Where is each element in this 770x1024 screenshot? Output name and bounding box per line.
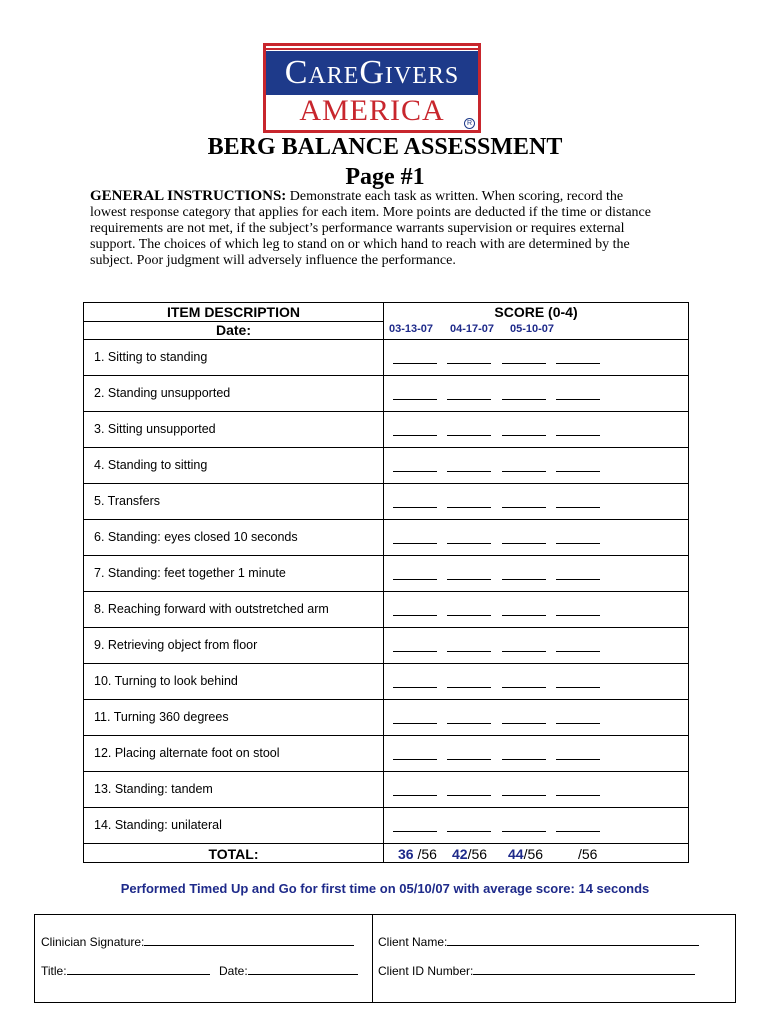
score-blank-4[interactable] bbox=[556, 579, 600, 581]
date-3: 05-10-07 bbox=[510, 323, 555, 335]
score-blank-3[interactable] bbox=[502, 543, 546, 545]
clinician-signature-line[interactable] bbox=[144, 933, 354, 946]
score-blank-3[interactable] bbox=[502, 615, 546, 617]
table-row bbox=[84, 520, 688, 556]
score-blank-1[interactable] bbox=[393, 615, 437, 617]
client-name-line[interactable] bbox=[447, 933, 699, 946]
score-blank-4[interactable] bbox=[556, 651, 600, 653]
item-label: 8. Reaching forward with outstretched arm bbox=[94, 602, 329, 616]
score-blank-3[interactable] bbox=[502, 759, 546, 761]
table-row bbox=[84, 664, 688, 700]
score-blank-1[interactable] bbox=[393, 831, 437, 833]
page-number: Page #1 bbox=[345, 164, 425, 190]
table-row bbox=[84, 628, 688, 664]
score-blank-3[interactable] bbox=[502, 579, 546, 581]
item-label: 11. Turning 360 degrees bbox=[94, 710, 229, 724]
instructions-text: Demonstrate each task as written. When scoring, record the lowest response category that applies for each item. More points are deducted if the time or distance requirements are not met, if the subject’s performance warrants supervision or requires external support. The choices of which leg to stand on or which hand to reach with are determined by the subject. Poor judgment will adversely influence the performance. bbox=[90, 189, 651, 268]
timed-up-and-go-note: Performed Timed Up and Go for first time on 05/10/07 with average score: 14 seconds bbox=[120, 881, 650, 896]
score-blank-4[interactable] bbox=[556, 471, 600, 473]
table-row bbox=[84, 772, 688, 808]
general-instructions bbox=[90, 188, 660, 269]
score-blank-2[interactable] bbox=[447, 471, 491, 473]
score-blank-1[interactable] bbox=[393, 687, 437, 689]
clinician-signature-label: Clinician Signature: bbox=[41, 935, 145, 949]
total-score-1: 36 /56 bbox=[398, 846, 437, 862]
score-blank-2[interactable] bbox=[447, 615, 491, 617]
date-header: Date: bbox=[215, 322, 251, 338]
score-blank-2[interactable] bbox=[447, 435, 491, 437]
table-row bbox=[84, 484, 688, 520]
score-blank-4[interactable] bbox=[556, 507, 600, 509]
title-line[interactable] bbox=[67, 962, 210, 975]
score-blank-3[interactable] bbox=[502, 507, 546, 509]
title-label: Title: bbox=[41, 964, 67, 978]
score-blank-2[interactable] bbox=[447, 651, 491, 653]
score-blank-1[interactable] bbox=[393, 579, 437, 581]
date-line[interactable] bbox=[248, 962, 358, 975]
table-row bbox=[84, 592, 688, 628]
score-blank-1[interactable] bbox=[393, 363, 437, 365]
item-label: 10. Turning to look behind bbox=[94, 674, 238, 688]
item-label: 5. Transfers bbox=[94, 494, 160, 508]
score-blank-3[interactable] bbox=[502, 399, 546, 401]
table-row bbox=[84, 412, 688, 448]
score-blank-4[interactable] bbox=[556, 615, 600, 617]
score-blank-4[interactable] bbox=[556, 831, 600, 833]
score-blank-4[interactable] bbox=[556, 399, 600, 401]
score-blank-2[interactable] bbox=[447, 507, 491, 509]
date-2: 04-17-07 bbox=[450, 323, 495, 335]
score-header: SCORE (0-4) bbox=[494, 304, 578, 320]
score-blank-2[interactable] bbox=[447, 363, 491, 365]
client-id-label: Client ID Number: bbox=[378, 964, 474, 978]
registered-mark: R bbox=[464, 118, 475, 129]
total-row-divider bbox=[84, 843, 688, 844]
item-label: 2. Standing unsupported bbox=[94, 386, 231, 400]
item-label: 1. Sitting to standing bbox=[94, 350, 208, 364]
score-blank-2[interactable] bbox=[447, 687, 491, 689]
page-title: BERG BALANCE ASSESSMENT bbox=[207, 134, 563, 160]
date-1: 03-13-07 bbox=[389, 323, 434, 335]
score-blank-4[interactable] bbox=[556, 687, 600, 689]
score-blank-3[interactable] bbox=[502, 831, 546, 833]
logo-top-stripe bbox=[266, 48, 478, 50]
score-blank-1[interactable] bbox=[393, 795, 437, 797]
score-blank-1[interactable] bbox=[393, 723, 437, 725]
client-name-label: Client Name: bbox=[378, 935, 448, 949]
score-blank-3[interactable] bbox=[502, 795, 546, 797]
score-blank-3[interactable] bbox=[502, 363, 546, 365]
signature-box bbox=[34, 914, 736, 1003]
caregivers-america-logo bbox=[263, 43, 481, 133]
table-row bbox=[84, 376, 688, 412]
score-blank-2[interactable] bbox=[447, 543, 491, 545]
total-row bbox=[84, 844, 688, 864]
title-field[interactable] bbox=[41, 962, 210, 978]
score-blank-2[interactable] bbox=[447, 795, 491, 797]
logo-bottom-word: AMERICA bbox=[299, 94, 445, 127]
score-blank-4[interactable] bbox=[556, 795, 600, 797]
instructions-heading: GENERAL INSTRUCTIONS: bbox=[90, 188, 287, 204]
score-blank-3[interactable] bbox=[502, 723, 546, 725]
date-field[interactable] bbox=[219, 962, 358, 978]
item-label: 3. Sitting unsupported bbox=[94, 422, 216, 436]
item-description-header: ITEM DESCRIPTION bbox=[166, 304, 300, 320]
score-blank-1[interactable] bbox=[393, 399, 437, 401]
date-label: Date: bbox=[219, 964, 248, 978]
score-blank-1[interactable] bbox=[393, 435, 437, 437]
score-blank-2[interactable] bbox=[447, 399, 491, 401]
signature-box-divider bbox=[372, 915, 373, 1002]
table-row bbox=[84, 556, 688, 592]
client-id-line[interactable] bbox=[473, 962, 695, 975]
table-row bbox=[84, 808, 688, 844]
item-label: 13. Standing: tandem bbox=[94, 782, 213, 796]
score-blank-2[interactable] bbox=[447, 579, 491, 581]
total-score-4: /56 bbox=[578, 846, 598, 862]
total-score-3: 44/56 bbox=[508, 846, 544, 862]
client-name-field[interactable] bbox=[378, 933, 699, 949]
item-label: 7. Standing: feet together 1 minute bbox=[94, 566, 286, 580]
score-blank-2[interactable] bbox=[447, 723, 491, 725]
score-blank-1[interactable] bbox=[393, 471, 437, 473]
item-label: 12. Placing alternate foot on stool bbox=[94, 746, 280, 760]
header-divider bbox=[84, 321, 383, 322]
client-id-field[interactable] bbox=[378, 962, 695, 978]
score-blank-1[interactable] bbox=[393, 543, 437, 545]
table-row bbox=[84, 736, 688, 772]
total-label: TOTAL: bbox=[208, 846, 259, 862]
score-blank-3[interactable] bbox=[502, 687, 546, 689]
score-blank-2[interactable] bbox=[447, 831, 491, 833]
score-blank-3[interactable] bbox=[502, 435, 546, 437]
score-blank-3[interactable] bbox=[502, 471, 546, 473]
total-score-2: 42/56 bbox=[452, 846, 488, 862]
item-label: 14. Standing: unilateral bbox=[94, 818, 222, 832]
score-blank-1[interactable] bbox=[393, 507, 437, 509]
table-row bbox=[84, 448, 688, 484]
score-blank-3[interactable] bbox=[502, 651, 546, 653]
score-blank-4[interactable] bbox=[556, 435, 600, 437]
score-blank-4[interactable] bbox=[556, 723, 600, 725]
score-blank-4[interactable] bbox=[556, 543, 600, 545]
logo-blue-band bbox=[266, 51, 478, 95]
score-blank-1[interactable] bbox=[393, 759, 437, 761]
score-blank-4[interactable] bbox=[556, 759, 600, 761]
assessment-table bbox=[83, 302, 689, 863]
table-row bbox=[84, 700, 688, 736]
table-row bbox=[84, 340, 688, 376]
item-label: 6. Standing: eyes closed 10 seconds bbox=[94, 530, 298, 544]
score-blank-4[interactable] bbox=[556, 363, 600, 365]
score-blank-2[interactable] bbox=[447, 759, 491, 761]
clinician-signature-field[interactable] bbox=[41, 933, 354, 949]
logo-top-word: CareGivers bbox=[284, 54, 460, 91]
item-label: 9. Retrieving object from floor bbox=[94, 638, 258, 652]
score-blank-1[interactable] bbox=[393, 651, 437, 653]
item-label: 4. Standing to sitting bbox=[94, 458, 208, 472]
